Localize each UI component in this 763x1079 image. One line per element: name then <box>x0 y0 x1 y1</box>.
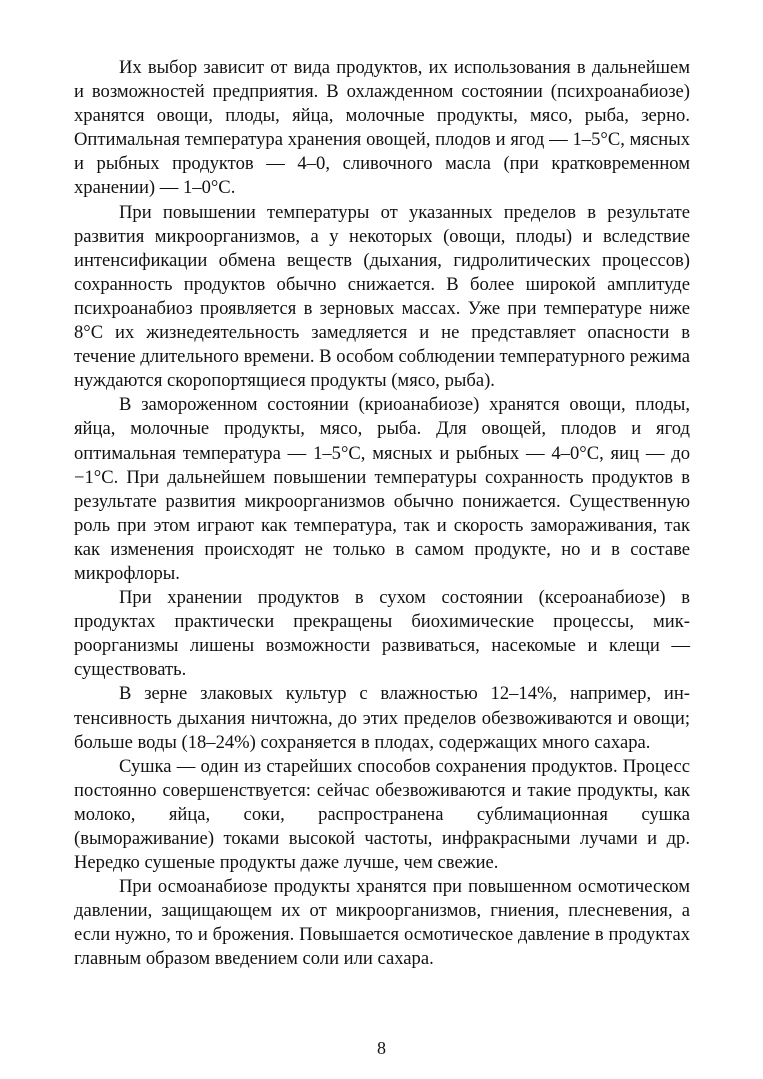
paragraph: В зерне злаковых культур с влажностью 12–14%, например, интенсивность дыхания ничтожна, до этих пределов обезвоживаются и овощи; больше воды (18–24%) сохраняется в плодах, содержащих много сахара. <box>74 683 690 753</box>
page-number: 8 <box>377 1038 386 1058</box>
paragraph: В замороженном состоянии (криоанабиозе) хранятся овощи, плоды, яйца, молочные продукты, мясо, рыба. Для овощей, плодов и ягод оптимальная температура — 1–5°С, мясных и рыбных — 4–0°С, яиц — до −1°С. При дальнейшем повышении температуры сохранность продуктов в результате развития микроорганизмов обычно понижается. Существенную роль при этом играют как температура, так и скорость замораживания, так как изменения происходят не только в самом продукте, но и в составе микрофлоры. <box>74 394 690 584</box>
paragraph: При повышении температуры от указанных пределов в результате развития микроорганизмов, а у некоторых (овощи, плоды) и вследствие интенсификации обмена веществ (дыхания, гидролитических процессов) сохранность продуктов обычно снижается. В более широкой амплитуде психроанабиоз проявляется в зерновых массах. Уже при температуре ниже 8°С их жизнедеятельность замедляется и не представляет опасности в течение длительного времени. В особом соблюдении температурного режима нуждаются скоропортящиеся продукты (мясо, рыба). <box>74 201 690 392</box>
paragraph: При хранении продуктов в сухом состоянии (ксероанабиозе) в продуктах практически прекращены биохимические процессы, микроорганизмы лишены возможности развиваться, насекомые и клещи — существовать. <box>74 587 690 681</box>
paragraph: При осмоанабиозе продукты хранятся при повышенном осмотическом давлении, защищающем их от микроорганизмов, гниения, плесневения, а если нужно, то и брожения. Повышается осмотическое давление в продуктах главным образом введением соли или сахара. <box>74 876 690 970</box>
paragraph: Сушка — один из старейших способов сохранения продуктов. Процесс постоянно совершенствуется: сейчас обезвоживаются и такие продукты, как молоко, яйца, соки, распространена сублимационная сушка (вымораживание) токами высокой частоты, инфракрасными лучами и др. Нередко сушеные продукты даже лучше, чем свежие. <box>74 755 690 874</box>
paragraph: Их выбор зависит от вида продуктов, их использования в дальнейшем и возможностей предприятия. В охлажденном состоянии (психроанабиозе) хранятся овощи, плоды, яйца, молочные продукты, мясо, рыба, зерно. Оптимальная температура хранения овощей, плодов и ягод — 1–5°С, мясных и рыбных продуктов — 4–0, сливочного масла (при кратковременном хранении) — 1–0°С. <box>74 57 690 199</box>
page-body <box>74 56 690 972</box>
